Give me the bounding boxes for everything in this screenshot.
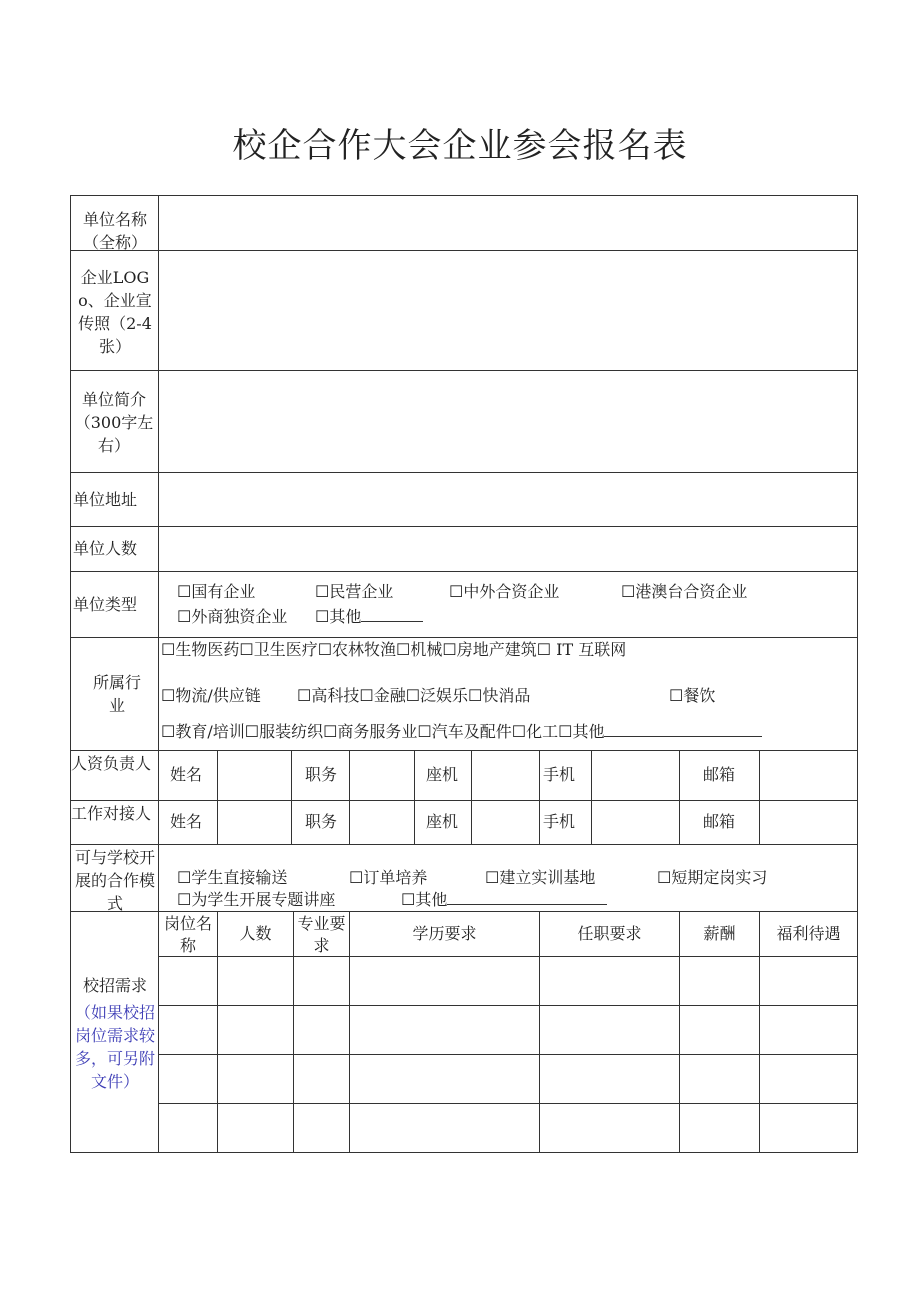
hr-name-label: 姓名 bbox=[170, 765, 203, 784]
type-option-other[interactable]: ☐其他 bbox=[315, 606, 423, 628]
label-hr-contact: 人资负责人 bbox=[71, 754, 152, 773]
coop-option-direct[interactable]: ☐学生直接输送 bbox=[177, 868, 288, 887]
type-option-private[interactable]: ☐民营企业 bbox=[315, 582, 394, 601]
type-option-jv[interactable]: ☐中外合资企业 bbox=[449, 582, 560, 601]
hr-position-label: 职务 bbox=[305, 765, 338, 784]
industry-options-line3[interactable]: ☐教育/培训☐服装纺织☐商务服务业☐汽车及配件☐化工☐其他 bbox=[161, 721, 762, 743]
hr-landline-label: 座机 bbox=[426, 765, 459, 784]
coop-option-base[interactable]: ☐建立实训基地 bbox=[485, 868, 596, 887]
intro-field[interactable] bbox=[159, 371, 857, 472]
hr-mobile-label: 手机 bbox=[543, 765, 576, 784]
industry-options-line1[interactable]: ☐生物医药☐卫生医疗☐农林牧渔☐机械☐房地产建筑☐ IT 互联网 bbox=[161, 640, 627, 659]
recruit-header-count: 人数 bbox=[239, 924, 272, 943]
recruit-header-major: 专业要求 bbox=[297, 914, 346, 955]
registration-form bbox=[70, 195, 858, 1153]
label-industry: 所属行业 bbox=[93, 673, 142, 715]
label-unit-name: 单位名称（全称） bbox=[82, 210, 147, 252]
address-field[interactable] bbox=[159, 473, 857, 526]
work-name-label: 姓名 bbox=[170, 812, 203, 831]
type-option-hkmt[interactable]: ☐港澳台合资企业 bbox=[621, 582, 748, 601]
industry-option-catering[interactable]: ☐餐饮 bbox=[669, 686, 716, 705]
work-mobile-label: 手机 bbox=[543, 812, 576, 831]
label-intro: 单位简介（300字左右） bbox=[74, 390, 154, 455]
coop-option-other[interactable]: ☐其他 bbox=[401, 889, 607, 911]
coop-option-intern[interactable]: ☐短期定岗实习 bbox=[657, 868, 768, 887]
work-landline-label: 座机 bbox=[426, 812, 459, 831]
unit-name-field[interactable] bbox=[159, 197, 857, 250]
label-recruit: 校招需求 bbox=[82, 976, 147, 995]
industry-option-logistics[interactable]: ☐物流/供应链 bbox=[161, 686, 261, 705]
recruit-header-post: 岗位名称 bbox=[163, 914, 212, 955]
recruit-header-salary: 薪酬 bbox=[703, 924, 736, 943]
industry-other-blank[interactable] bbox=[604, 721, 762, 737]
label-work-contact: 工作对接人 bbox=[71, 804, 152, 823]
industry-options-line2[interactable]: ☐高科技☐金融☐泛娱乐☐快消品 bbox=[297, 686, 531, 705]
recruit-header-welfare: 福利待遇 bbox=[776, 924, 841, 943]
label-cooperation: 可与学校开展的合作模式 bbox=[74, 848, 155, 913]
coop-option-order[interactable]: ☐订单培养 bbox=[349, 868, 428, 887]
recruit-header-duty: 任职要求 bbox=[577, 924, 642, 943]
type-option-foreign[interactable]: ☐外商独资企业 bbox=[177, 607, 288, 626]
logo-upload-field[interactable] bbox=[159, 251, 857, 370]
page-title: 校企合作大会企业参会报名表 bbox=[232, 126, 688, 166]
work-position-label: 职务 bbox=[305, 812, 338, 831]
type-other-blank[interactable] bbox=[361, 606, 423, 622]
coop-option-lecture[interactable]: ☐为学生开展专题讲座 bbox=[177, 890, 336, 909]
recruit-header-edu: 学历要求 bbox=[412, 924, 477, 943]
hr-email-label: 邮箱 bbox=[703, 765, 736, 784]
type-option-state[interactable]: ☐国有企业 bbox=[177, 582, 256, 601]
coop-other-blank[interactable] bbox=[447, 889, 607, 905]
label-logo: 企业LOGo、企业宣传照（2-4张） bbox=[78, 268, 152, 356]
label-recruit-note: （如果校招岗位需求较多，可另附文件） bbox=[74, 1003, 155, 1091]
label-headcount: 单位人数 bbox=[73, 539, 138, 558]
label-address: 单位地址 bbox=[73, 490, 138, 509]
label-unit-type: 单位类型 bbox=[73, 595, 138, 614]
headcount-field[interactable] bbox=[159, 527, 857, 571]
work-email-label: 邮箱 bbox=[703, 812, 736, 831]
